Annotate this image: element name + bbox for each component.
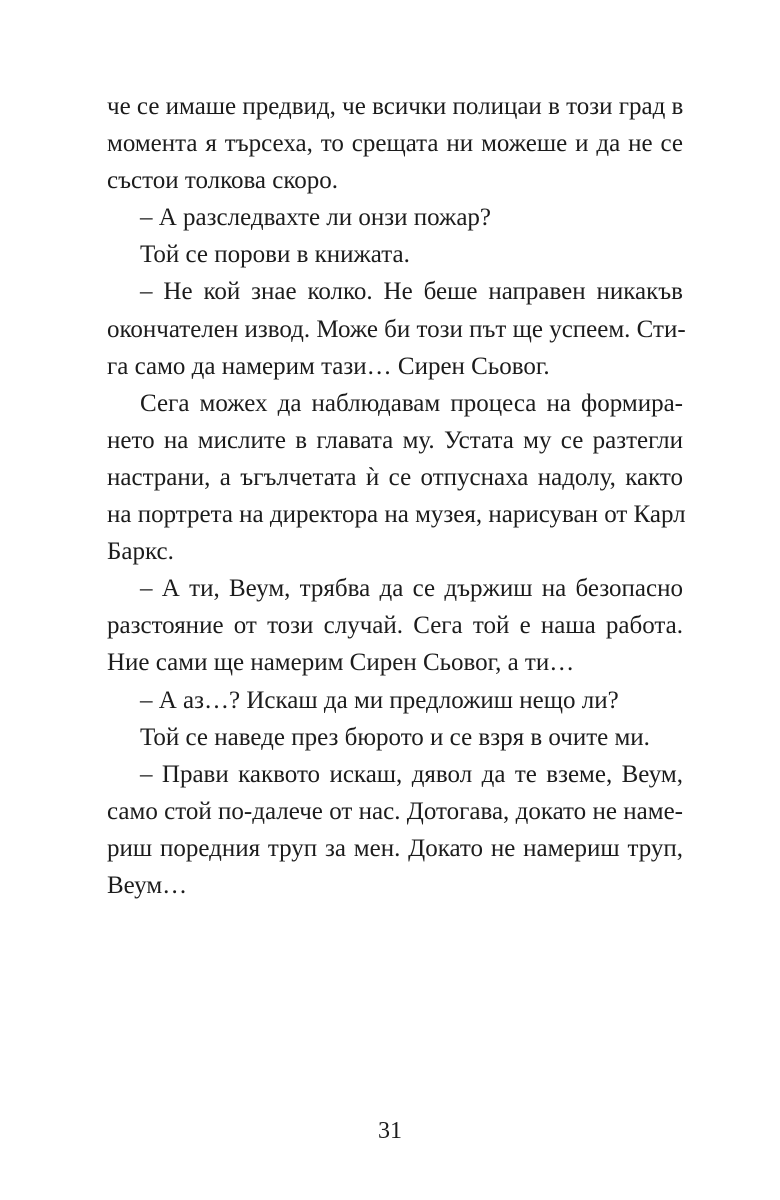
page-number: 31 <box>378 1118 402 1144</box>
text-line-21: риш поредния труп за мен. Докато не намериш труп, <box>107 834 683 862</box>
text-line-13: Баркс. <box>107 538 174 566</box>
text-line-11: настрани, а ъгълчетата ѝ се отпуснаха надолу, както <box>107 463 683 491</box>
text-line-14: – А ти, Веум, трябва да се държиш на безопасно <box>140 575 683 603</box>
text-line-3: състои толкова скоро. <box>107 167 339 195</box>
text-line-4: – А разследвахте ли онзи пожар? <box>140 204 492 232</box>
text-line-9: Сега можех да наблюдавам процеса на формира- <box>140 389 683 417</box>
text-line-6: – Не кой знае колко. Не беше направен никакъв <box>140 278 683 306</box>
text-line-15: разстояние от този случай. Сега той е наша работа. <box>107 612 683 640</box>
text-line-16: Ние сами ще намерим Сирен Сьовог, а ти… <box>107 649 575 677</box>
text-line-2: момента я търсеха, то срещата ни можеше и да не се <box>107 130 683 158</box>
body-text <box>107 88 686 904</box>
text-line-12: на портрета на директора на музея, нарисуван от Карл <box>107 501 686 529</box>
text-line-8: га само да намерим тази… Сирен Сьовог. <box>107 352 550 380</box>
text-line-22: Веум… <box>107 871 188 899</box>
text-line-1: че се имаше предвид, че всички полицаи в този град в <box>107 93 684 120</box>
text-line-20: само стой по-далече от нас. Дотогава, докато не наме- <box>107 797 683 825</box>
text-line-19: – Прави каквото искаш, дявол да те вземе, Веум, <box>140 760 683 788</box>
text-line-17: – А аз…? Искаш да ми предложиш нещо ли? <box>140 686 619 714</box>
text-line-10: нето на мислите в главата му. Устата му се разтегли <box>107 426 683 454</box>
text-line-5: Той се порови в книжата. <box>140 241 410 269</box>
text-line-18: Той се наведе през бюрото и се взря в очите ми. <box>140 723 650 751</box>
text-line-7: окончателен извод. Може би този път ще успеем. Сти- <box>107 315 686 343</box>
